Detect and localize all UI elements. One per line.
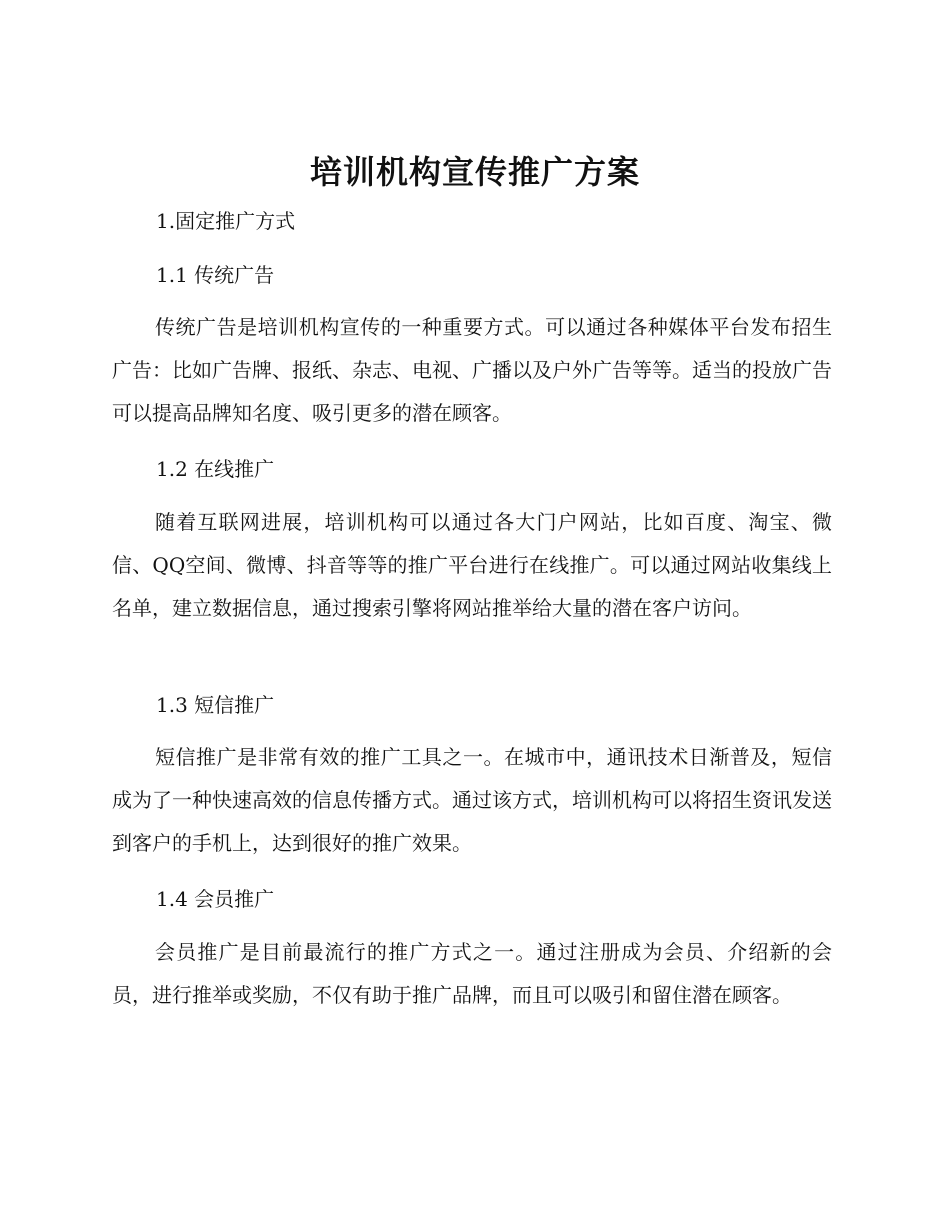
paragraph-sms-promotion: 短信推广是非常有效的推广工具之一。在城市中，通讯技术日渐普及，短信成为了一种快速高效的信息传播方式。通过该方式，培训机构可以将招生资讯发送到客户的手机上，达到很好的推广效果。 bbox=[112, 745, 832, 855]
document-title: 培训机构宣传推广方案 bbox=[309, 153, 640, 191]
paragraph-online-promotion: 随着互联网进展，培训机构可以通过各大门户网站，比如百度、淘宝、微信、QQ空间、微博、抖音等等的推广平台进行在线推广。可以通过网站收集线上名单，建立数据信息，通过搜索引擎将网站推举给大量的潜在客户访问。 bbox=[112, 510, 832, 620]
subsection-heading-member-promotion: 1.4 会员推广 bbox=[156, 887, 275, 911]
paragraph-member-promotion: 会员推广是目前最流行的推广方式之一。通过注册成为会员、介绍新的会员，进行推举或奖励，不仅有助于推广品牌，而且可以吸引和留住潜在顾客。 bbox=[112, 940, 832, 1007]
section-heading: 1.固定推广方式 bbox=[156, 209, 296, 233]
subsection-heading-sms-promotion: 1.3 短信推广 bbox=[156, 693, 275, 717]
subsection-heading-traditional-ads: 1.1 传统广告 bbox=[156, 263, 275, 287]
paragraph-traditional-ads: 传统广告是培训机构宣传的一种重要方式。可以通过各种媒体平台发布招生广告：比如广告牌、报纸、杂志、电视、广播以及户外广告等等。适当的投放广告可以提高品牌知名度、吸引更多的潜在顾客。 bbox=[112, 315, 832, 425]
subsection-heading-online-promotion: 1.2 在线推广 bbox=[156, 457, 275, 481]
